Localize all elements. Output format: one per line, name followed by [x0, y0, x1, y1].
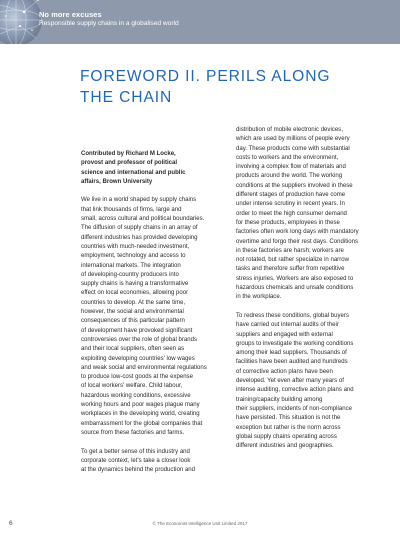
body-paragraph: To get a better sense of this industry and corporate context, let's take a closer look at the dynamics behind the production and: [81, 448, 195, 474]
header-subtitle: Responsible supply chains in a globalised world: [39, 20, 179, 27]
copyright-notice: © The Economist Intelligence Unit Limited 2017: [152, 521, 248, 526]
right-column: [236, 126, 382, 461]
page-title: [80, 66, 380, 108]
body-paragraph: We live in a world shaped by supply chains that link thousands of firms, large and small, across cultural and political boundaries. The diffusion of supply chains in an array of different industries has provided developing countries with much-needed investment, employment, technology and access to international markets. The integration of developing-country producers into supply chains is having a transformative effect on local economies, allowing poor countries to develop. At the same time, however, the social and environmental consequences of this particular pattern of development have provoked significant controversies over the role of global brands and their local suppliers, often seen as exploiting developing countries' low wages and weak social and environmental regulations to produce low-cost goods at the expense of local workers' welfare. Child labour, hazardous working conditions, excessive working hours and poor wages plague many workplaces in the developing world, creating embarrassment for the global companies that source from these factories and farms.: [81, 197, 207, 436]
page-header: [0, 0, 400, 44]
author-credit: Contributed by Richard M Locke, provost and professor of political science and international and public affairs, Brown University: [81, 151, 186, 185]
page-number: 6: [9, 520, 13, 527]
header-title: No more excuses: [39, 10, 102, 19]
body-paragraph: distribution of mobile electronic devices, which are used by millions of people every day. These products come with substantial costs to workers and the environment, involving a complex flow of materials and products around the world. The working conditions at the suppliers involved in these different stages of production have come under intense scrutiny in recent years. In order to meet the high consumer demand for these products, employees in these factories often work long days with mandatory overtime and forgo their rest days. Conditions in these factories are harsh; workers are not rotated, but rather specialize in narrow tasks and therefore suffer from repetitive stress injuries. Workers are also exposed to hazardous chemicals and unsafe conditions in the workplace.: [236, 127, 359, 301]
body-paragraph: To redress these conditions, global buyers have carried out internal audits of their suppliers and engaged with external groups to investigate the working conditions among their lead suppliers. Thousands of facilities have been audited and hundreds of corrective action plans have been developed. Yet even after many years of intense auditing, corrective action plans and training/capacity building among their suppliers, incidents of non-compliance have persisted. This situation is not the exception but rather is the norm across global supply chains operating across different industries and geographies.: [236, 312, 354, 450]
page-title-line: FOREWORD II. PERILS ALONG: [80, 68, 331, 85]
page-title-line: THE CHAIN: [80, 89, 173, 106]
left-column: [81, 150, 227, 485]
